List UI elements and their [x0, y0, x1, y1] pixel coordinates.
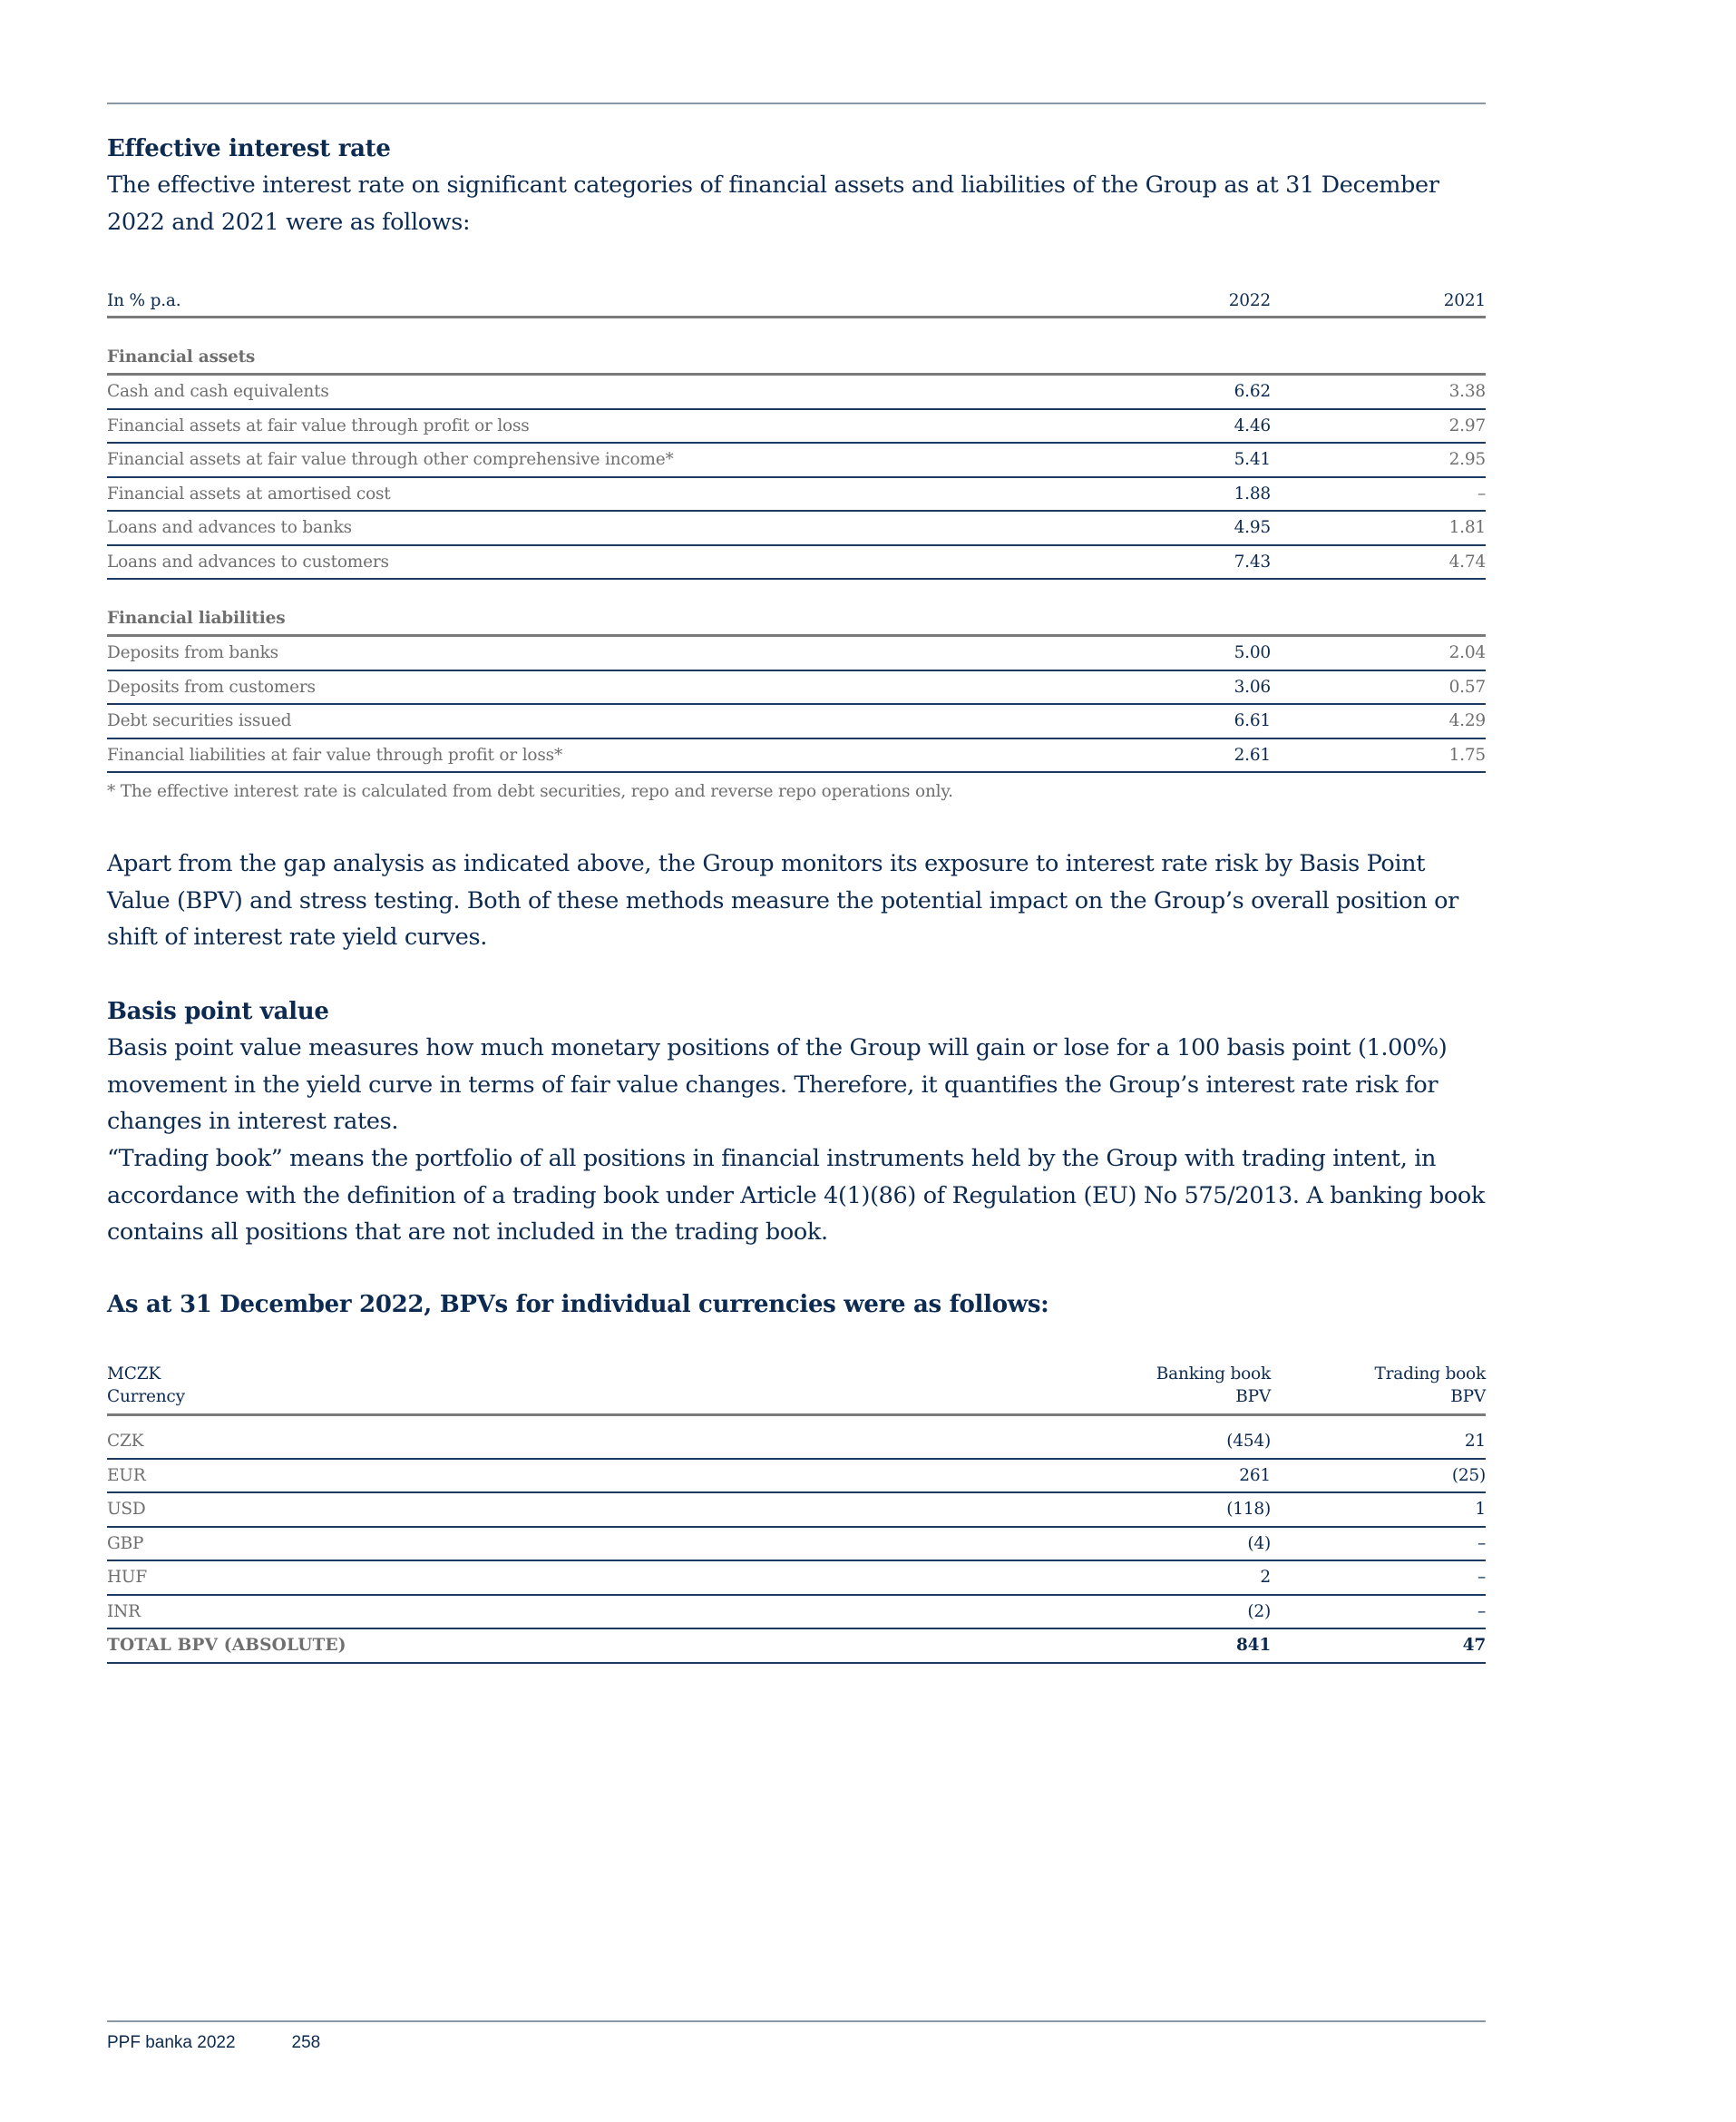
- row-label: Cash and cash equivalents: [107, 375, 1053, 409]
- table-row: [107, 636, 1486, 670]
- value-2022: 4.46: [1053, 409, 1271, 444]
- banking-bpv-cell: 2: [1053, 1560, 1271, 1595]
- trading-bpv-cell: –: [1271, 1560, 1486, 1595]
- value-2022: 7.43: [1053, 545, 1271, 580]
- value-2021: 2.97: [1271, 409, 1486, 444]
- value-2022: 3.06: [1053, 670, 1271, 705]
- bpv-section-text: Basis point value measures how much monetary positions of the Group will gain or lose for a 100 basis point (1.00%) movement in the yield curve in terms of fair value changes. Therefore, it quantifies the Group’s interest rate risk for changes in interest rates.: [107, 1034, 1448, 1135]
- table-row: [107, 738, 1486, 773]
- table-row: [107, 1527, 1486, 1561]
- header-currency-label: Currency: [107, 1387, 185, 1406]
- value-2021: 0.57: [1271, 670, 1486, 705]
- header-currency: [107, 1361, 1053, 1415]
- header-banking-line1: Banking book: [1156, 1364, 1271, 1384]
- bpv-section-title: Basis point value: [107, 998, 329, 1025]
- top-rule: [107, 103, 1486, 104]
- banking-bpv-cell: (4): [1053, 1527, 1271, 1561]
- row-label: Debt securities issued: [107, 704, 1053, 738]
- currency-cell: USD: [107, 1492, 1053, 1527]
- value-2022: 6.61: [1053, 704, 1271, 738]
- header-trading-line2: BPV: [1450, 1387, 1486, 1406]
- publication-name: PPF banka 2022: [107, 2033, 236, 2052]
- table-header: [107, 274, 1486, 318]
- assets-title: Financial assets: [107, 340, 1053, 375]
- currency-cell: EUR: [107, 1459, 1053, 1493]
- total-row: [107, 1628, 1486, 1663]
- trading-bpv-cell: –: [1271, 1595, 1486, 1629]
- row-label: Financial liabilities at fair value through profit or loss*: [107, 738, 1053, 773]
- header-2021: 2021: [1271, 274, 1486, 318]
- total-label: TOTAL BPV (ABSOLUTE): [107, 1628, 1053, 1663]
- table-row: [107, 670, 1486, 705]
- section-title: Effective interest rate: [107, 135, 391, 162]
- row-label: Deposits from banks: [107, 636, 1053, 670]
- liabilities-title: Financial liabilities: [107, 601, 1053, 636]
- section-row-assets: [107, 340, 1486, 375]
- trading-bpv-cell: 21: [1271, 1425, 1486, 1459]
- total-trading-bpv: 47: [1271, 1628, 1486, 1663]
- row-label: Loans and advances to customers: [107, 545, 1053, 580]
- table-row: [107, 443, 1486, 477]
- header-trading-book: [1271, 1361, 1486, 1415]
- header-trading-line1: Trading book: [1374, 1364, 1486, 1384]
- row-label: Financial assets at fair value through profit or loss: [107, 409, 1053, 444]
- header-banking-line2: BPV: [1235, 1387, 1271, 1406]
- table-row: [107, 1560, 1486, 1595]
- total-banking-bpv: 841: [1053, 1628, 1271, 1663]
- table-footnote: * The effective interest rate is calculated from debt securities, repo and reverse repo operations only.: [107, 782, 953, 801]
- table-row: [107, 511, 1486, 545]
- currency-cell: CZK: [107, 1425, 1053, 1459]
- basis-point-value-section: [107, 993, 1495, 1140]
- value-2022: 5.00: [1053, 636, 1271, 670]
- banking-bpv-cell: (2): [1053, 1595, 1271, 1629]
- currency-cell: INR: [107, 1595, 1053, 1629]
- trading-bpv-cell: 1: [1271, 1492, 1486, 1527]
- gap-analysis-paragraph: Apart from the gap analysis as indicated above, the Group monitors its exposure to interest rate risk by Basis Point Value (BPV) and stress testing. Both of these methods measure the potential impact on the Group’s overall position or shift of interest rate yield curves.: [107, 850, 1458, 951]
- bpv-table: [107, 1361, 1486, 1664]
- value-2021: 1.75: [1271, 738, 1486, 773]
- row-label: Loans and advances to banks: [107, 511, 1053, 545]
- section-intro: The effective interest rate on significant categories of financial assets and liabilities of the Group as at 31 December 2022 and 2021 were as follows:: [107, 171, 1439, 236]
- banking-bpv-cell: 261: [1053, 1459, 1271, 1493]
- effective-interest-rate-section: [107, 131, 1495, 240]
- value-2021: 2.95: [1271, 443, 1486, 477]
- header-2022: 2022: [1053, 274, 1271, 318]
- header-banking-book: [1053, 1361, 1271, 1415]
- value-2021: 4.74: [1271, 545, 1486, 580]
- gap-analysis-paragraph-block: [107, 846, 1495, 956]
- trading-book-paragraph: “Trading book” means the portfolio of all positions in financial instruments held by the Group with trading intent, in accordance with the definition of a trading book under Article 4(1)(86) of Regulation (EU) No 575/2013. A banking book contains all positions that are not included in the trading book.: [107, 1145, 1485, 1246]
- value-2022: 6.62: [1053, 375, 1271, 409]
- effective-interest-rate-table: [107, 274, 1486, 773]
- section-row-liabilities: [107, 601, 1486, 636]
- table-row: [107, 704, 1486, 738]
- table-row: [107, 1459, 1486, 1493]
- value-2022: 5.41: [1053, 443, 1271, 477]
- value-2021: 2.04: [1271, 636, 1486, 670]
- table-row: [107, 477, 1486, 512]
- table-row: [107, 1595, 1486, 1629]
- row-label: Deposits from customers: [107, 670, 1053, 705]
- value-2021: 4.29: [1271, 704, 1486, 738]
- header-unit: In % p.a.: [107, 274, 1053, 318]
- bpv-heading-block: [107, 1286, 1495, 1323]
- trading-bpv-cell: (25): [1271, 1459, 1486, 1493]
- table-header: [107, 1361, 1486, 1415]
- table-row: [107, 375, 1486, 409]
- currency-cell: HUF: [107, 1560, 1053, 1595]
- row-label: Financial assets at fair value through other comprehensive income*: [107, 443, 1053, 477]
- trading-book-paragraph-block: [107, 1140, 1495, 1251]
- table-row: [107, 1492, 1486, 1527]
- value-2022: 4.95: [1053, 511, 1271, 545]
- page-number: 258: [291, 2033, 321, 2052]
- table-row: [107, 1425, 1486, 1459]
- row-label: Financial assets at amortised cost: [107, 477, 1053, 512]
- banking-bpv-cell: (454): [1053, 1425, 1271, 1459]
- table-row: [107, 409, 1486, 444]
- table-row: [107, 545, 1486, 580]
- trading-bpv-cell: –: [1271, 1527, 1486, 1561]
- footer-rule: [107, 2020, 1486, 2022]
- value-2022: 1.88: [1053, 477, 1271, 512]
- banking-bpv-cell: (118): [1053, 1492, 1271, 1527]
- bpv-table-heading: As at 31 December 2022, BPVs for individual currencies were as follows:: [107, 1291, 1049, 1318]
- currency-cell: GBP: [107, 1527, 1053, 1561]
- page-footer: [107, 2033, 320, 2053]
- value-2021: 3.38: [1271, 375, 1486, 409]
- value-2022: 2.61: [1053, 738, 1271, 773]
- value-2021: –: [1271, 477, 1486, 512]
- header-unit: MCZK: [107, 1364, 161, 1384]
- value-2021: 1.81: [1271, 511, 1486, 545]
